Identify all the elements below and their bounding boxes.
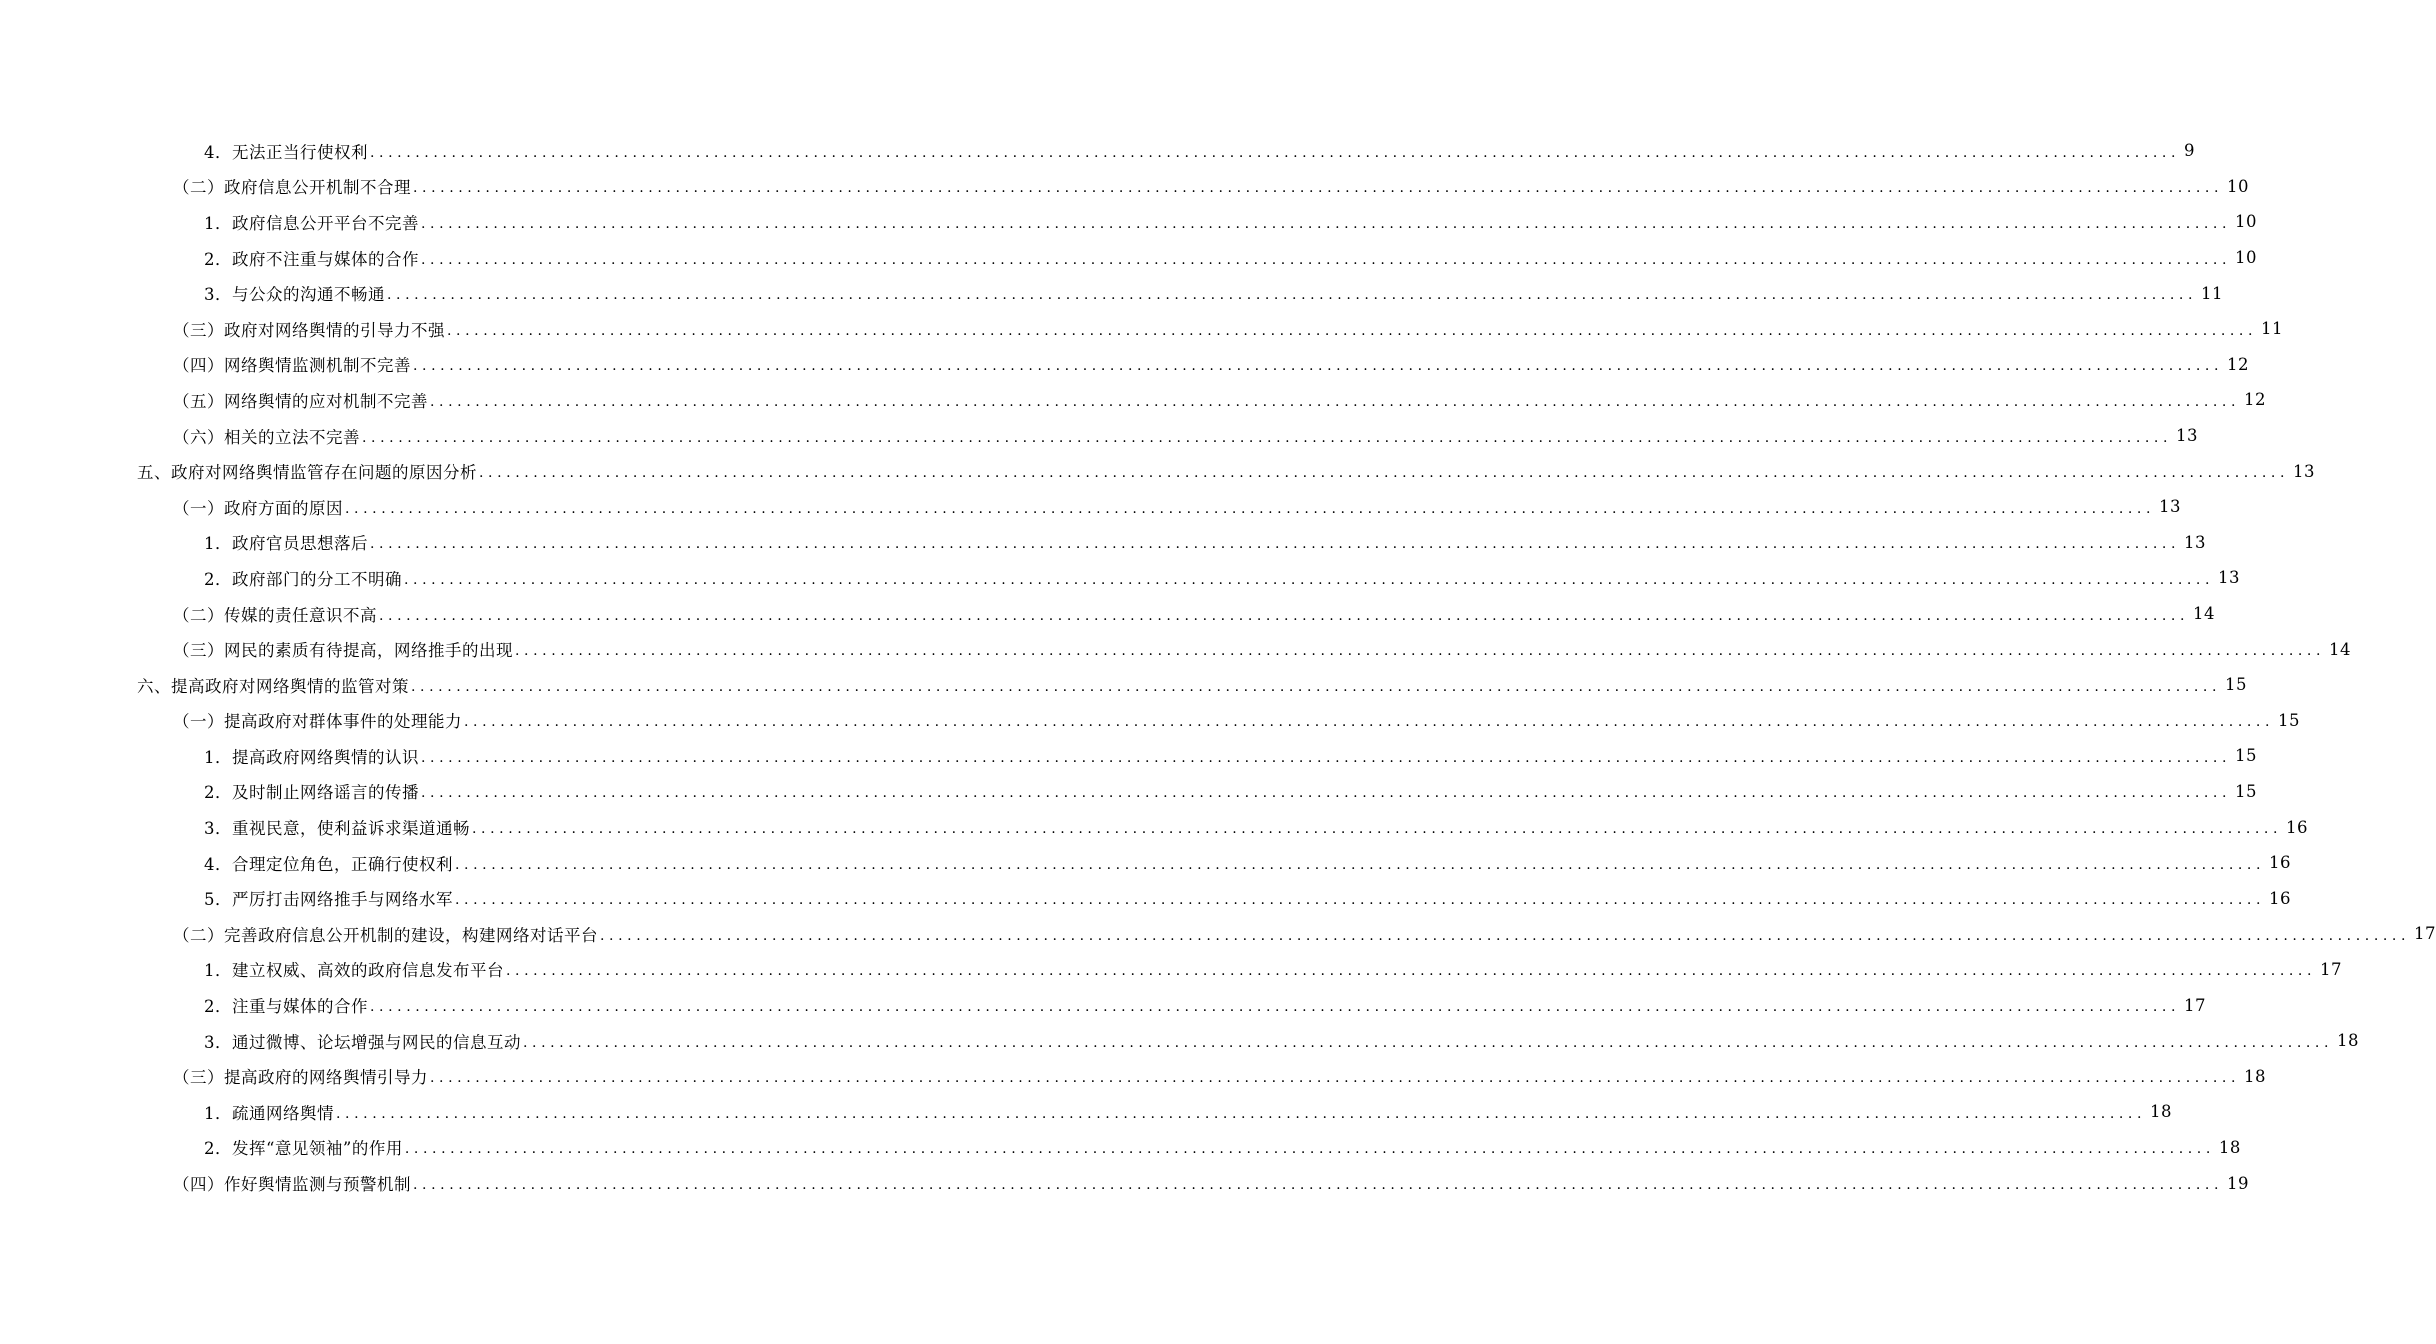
toc-entry-title: （四）网络舆情监测机制不完善 — [173, 356, 411, 376]
dot-leader: ........................................................................................................................................................................................................ — [413, 1177, 2224, 1194]
toc-entry-title: 1．政府信息公开平台不完善 — [204, 213, 419, 233]
dot-leader: ........................................................................................................................................................................................................ — [421, 785, 2232, 802]
dot-leader: ........................................................................................................................................................................................................ — [387, 287, 2198, 304]
dot-leader: ........................................................................................................................................................................................................ — [379, 607, 2190, 624]
toc-entry: （三）提高政府的网络舆情引导力 ........................................................................................................................................................................................................ 18 — [0, 1058, 836, 1094]
toc-entry-title: 1．政府官员思想落后 — [204, 534, 368, 554]
toc-entry-title: 5．严厉打击网络推手与网络水军 — [204, 890, 453, 910]
toc-entry: （四）网络舆情监测机制不完善 ........................................................................................................................................................................................................ 12 — [0, 347, 836, 383]
toc-entry: （二）完善政府信息公开机制的建设，构建网络对话平台 ........................................................................................................................................................................................................ 17 — [0, 916, 836, 952]
dot-leader: ........................................................................................................................................................................................................ — [421, 251, 2232, 268]
toc-entry-title: （一）政府方面的原因 — [173, 498, 343, 518]
toc-entry: 1．建立权威、高效的政府信息发布平台 ........................................................................................................................................................................................................ 17 — [0, 952, 836, 988]
toc-entry: 1．政府官员思想落后 ........................................................................................................................................................................................................ 13 — [0, 525, 836, 561]
toc-entry: 4．无法正当行使权利 ........................................................................................................................................................................................................ 9 — [0, 133, 836, 169]
dot-leader: ........................................................................................................................................................................................................ — [523, 1034, 2334, 1051]
toc-entry: 5．严厉打击网络推手与网络水军 ........................................................................................................................................................................................................ 16 — [0, 880, 836, 916]
toc-entry-title: 1．疏通网络舆情 — [204, 1103, 334, 1123]
dot-leader: ........................................................................................................................................................................................................ — [464, 714, 2275, 731]
toc-entry: 3．重视民意，使利益诉求渠道通畅 ........................................................................................................................................................................................................ 16 — [0, 809, 836, 845]
toc-entry-title: （六）相关的立法不完善 — [173, 427, 360, 447]
toc-entry-title: （三）提高政府的网络舆情引导力 — [173, 1068, 428, 1088]
toc-entry: （一）政府方面的原因 ........................................................................................................................................................................................................ 13 — [0, 489, 836, 525]
dot-leader: ........................................................................................................................................................................................................ — [455, 892, 2266, 909]
toc-entry-title: 4．合理定位角色，正确行使权利 — [204, 854, 453, 874]
toc-entry: 1．政府信息公开平台不完善 ........................................................................................................................................................................................................ 10 — [0, 204, 836, 240]
dot-leader: ........................................................................................................................................................................................................ — [404, 1141, 2215, 1158]
toc-entry-title: 2．政府部门的分工不明确 — [204, 569, 402, 589]
toc-entry: 六、提高政府对网络舆情的监管对策 ........................................................................................................................................................................................................ 15 — [0, 667, 836, 703]
toc-entry: 2．政府部门的分工不明确 ........................................................................................................................................................................................................ 13 — [0, 560, 836, 596]
dot-leader: ........................................................................................................................................................................................................ — [404, 571, 2215, 588]
toc-entry: 3．通过微博、论坛增强与网民的信息互动 ........................................................................................................................................................................................................ 18 — [0, 1023, 836, 1059]
toc-entry: （四）作好舆情监测与预警机制 ........................................................................................................................................................................................................ 19 — [0, 1165, 836, 1201]
dot-leader: ........................................................................................................................................................................................................ — [362, 429, 2173, 446]
dot-leader: ........................................................................................................................................................................................................ — [479, 465, 2290, 482]
toc-entry: （五）网络舆情的应对机制不完善 ........................................................................................................................................................................................................ 12 — [0, 382, 836, 418]
toc-entry: 2．及时制止网络谣言的传播 ........................................................................................................................................................................................................ 15 — [0, 774, 836, 810]
toc-entry: 4．合理定位角色，正确行使权利 ........................................................................................................................................................................................................ 16 — [0, 845, 836, 881]
toc-entry: （三）政府对网络舆情的引导力不强 ........................................................................................................................................................................................................ 11 — [0, 311, 836, 347]
toc-entry: 3．与公众的沟通不畅通 ........................................................................................................................................................................................................ 11 — [0, 275, 836, 311]
toc-entry-title: 1．提高政府网络舆情的认识 — [204, 747, 419, 767]
dot-leader: ........................................................................................................................................................................................................ — [370, 999, 2181, 1016]
toc-entry-title: （二）传媒的责任意识不高 — [173, 605, 377, 625]
dot-leader: ........................................................................................................................................................................................................ — [411, 678, 2222, 695]
toc-entry: （一）提高政府对群体事件的处理能力 ........................................................................................................................................................................................................ 15 — [0, 703, 836, 739]
dot-leader: ........................................................................................................................................................................................................ — [413, 180, 2224, 197]
toc-entry: （二）传媒的责任意识不高 ........................................................................................................................................................................................................ 14 — [0, 596, 836, 632]
table-of-contents — [0, 133, 2436, 1201]
dot-leader: ........................................................................................................................................................................................................ — [447, 322, 2258, 339]
dot-leader: ........................................................................................................................................................................................................ — [345, 500, 2156, 517]
toc-entry: 2．发挥“意见领袖”的作用 ........................................................................................................................................................................................................ 18 — [0, 1130, 836, 1166]
dot-leader: ........................................................................................................................................................................................................ — [472, 821, 2283, 838]
toc-entry-title: 2．及时制止网络谣言的传播 — [204, 783, 419, 803]
toc-entry-title: （三）网民的素质有待提高，网络推手的出现 — [173, 641, 513, 661]
dot-leader: ........................................................................................................................................................................................................ — [506, 963, 2317, 980]
toc-entry-title: （四）作好舆情监测与预警机制 — [173, 1175, 411, 1195]
dot-leader: ........................................................................................................................................................................................................ — [370, 536, 2181, 553]
dot-leader: ........................................................................................................................................................................................................ — [413, 358, 2224, 375]
toc-entry-title: （二）政府信息公开机制不合理 — [173, 178, 411, 198]
toc-entry-title: （三）政府对网络舆情的引导力不强 — [173, 320, 445, 340]
toc-entry: 1．疏通网络舆情 ........................................................................................................................................................................................................ 18 — [0, 1094, 836, 1130]
toc-entry: （二）政府信息公开机制不合理 ........................................................................................................................................................................................................ 10 — [0, 169, 836, 205]
dot-leader: ........................................................................................................................................................................................................ — [600, 927, 2411, 944]
toc-entry-title: 3．通过微博、论坛增强与网民的信息互动 — [204, 1032, 521, 1052]
dot-leader: ........................................................................................................................................................................................................ — [421, 749, 2232, 766]
toc-entry: 2．政府不注重与媒体的合作 ........................................................................................................................................................................................................ 10 — [0, 240, 836, 276]
toc-entry-title: 2．注重与媒体的合作 — [204, 997, 368, 1017]
toc-entry-title: 1．建立权威、高效的政府信息发布平台 — [204, 961, 504, 981]
toc-entry-title: 2．发挥“意见领袖”的作用 — [204, 1139, 403, 1159]
dot-leader: ........................................................................................................................................................................................................ — [421, 215, 2232, 232]
toc-entry-title: （五）网络舆情的应对机制不完善 — [173, 391, 428, 411]
toc-entry: （三）网民的素质有待提高，网络推手的出现 ........................................................................................................................................................................................................ 14 — [0, 631, 836, 667]
toc-entry-title: （一）提高政府对群体事件的处理能力 — [173, 712, 462, 732]
toc-entry-title: 六、提高政府对网络舆情的监管对策 — [137, 676, 409, 696]
toc-entry: 1．提高政府网络舆情的认识 ........................................................................................................................................................................................................ 15 — [0, 738, 836, 774]
dot-leader: ........................................................................................................................................................................................................ — [336, 1105, 2147, 1122]
dot-leader: ........................................................................................................................................................................................................ — [430, 393, 2241, 410]
toc-entry-title: （二）完善政府信息公开机制的建设，构建网络对话平台 — [173, 925, 598, 945]
dot-leader: ........................................................................................................................................................................................................ — [515, 643, 2326, 660]
toc-entry-title: 3．重视民意，使利益诉求渠道通畅 — [204, 819, 470, 839]
dot-leader: ........................................................................................................................................................................................................ — [370, 144, 2181, 161]
dot-leader: ........................................................................................................................................................................................................ — [430, 1070, 2241, 1087]
toc-entry-title: 4．无法正当行使权利 — [204, 142, 368, 162]
toc-entry-title: 3．与公众的沟通不畅通 — [204, 285, 385, 305]
toc-entry: 五、政府对网络舆情监管存在问题的原因分析 ........................................................................................................................................................................................................ 13 — [0, 453, 836, 489]
toc-entry-title: 五、政府对网络舆情监管存在问题的原因分析 — [137, 463, 477, 483]
toc-entry-title: 2．政府不注重与媒体的合作 — [204, 249, 419, 269]
toc-entry: （六）相关的立法不完善 ........................................................................................................................................................................................................ 13 — [0, 418, 836, 454]
toc-entry: 2．注重与媒体的合作 ........................................................................................................................................................................................................ 17 — [0, 987, 836, 1023]
dot-leader: ........................................................................................................................................................................................................ — [455, 856, 2266, 873]
